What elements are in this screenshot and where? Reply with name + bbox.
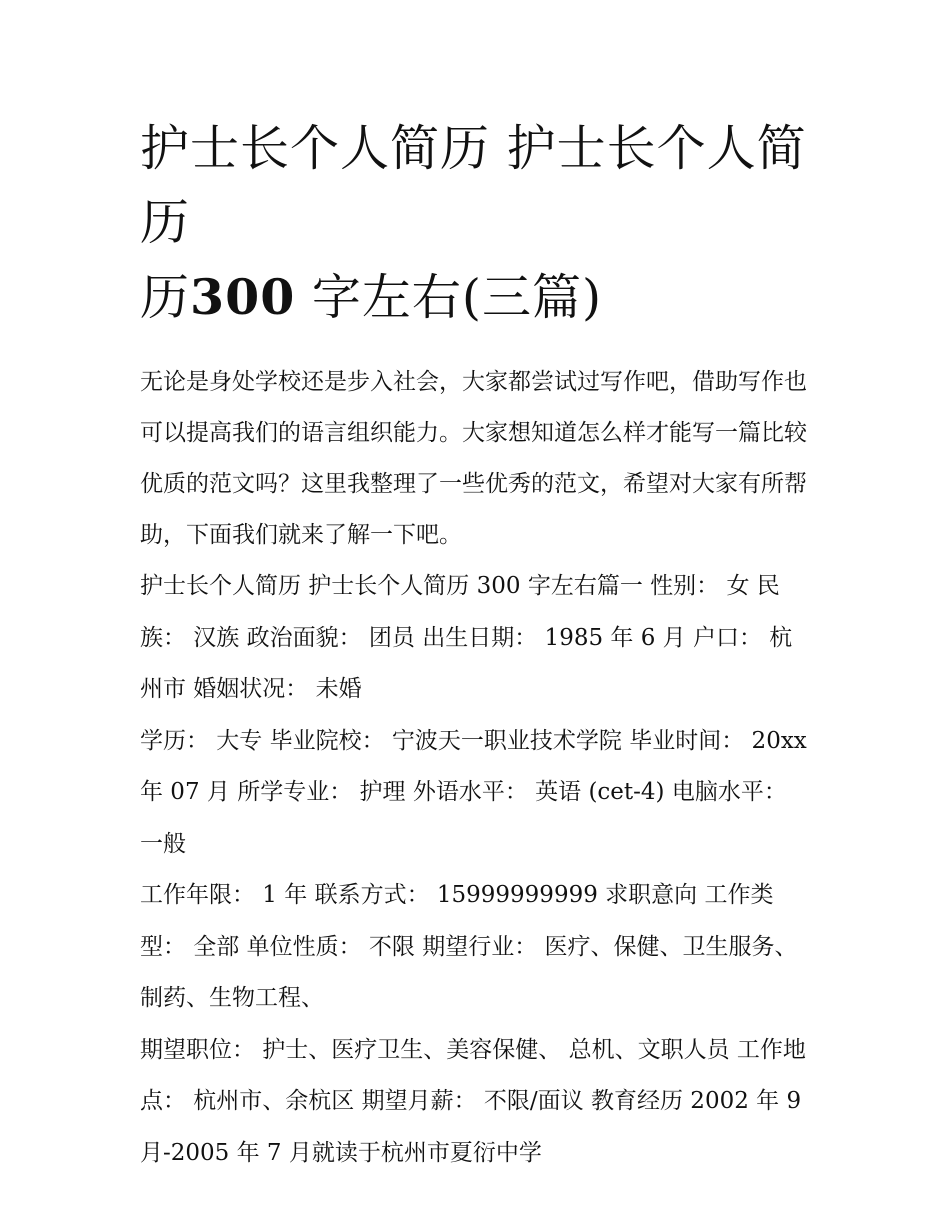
- title-part-1: 护士长个人简历 护士长个人简历: [140, 120, 807, 251]
- title-number: 300: [190, 268, 296, 326]
- document-title: [140, 112, 812, 335]
- resume-paragraph-job: 工作年限： 1 年 联系方式： 15999999999 求职意向 工作类型： 全部 单位性质： 不限 期望行业： 医疗、保健、卫生服务、制药、生物工程、: [140, 882, 798, 1011]
- resume-paragraph-education: 学历： 大专 毕业院校： 宁波天一职业技术学院 毕业时间： 20xx 年 07 月 所学专业： 护理 外语水平： 英语 (cet-4) 电脑水平： 一般: [140, 727, 807, 857]
- document-page: [140, 112, 812, 1179]
- intro-paragraph: 无论是身处学校还是步入社会，大家都尝试过写作吧，借助写作也可以提高我们的语言组织能力。大家想知道怎么样才能写一篇比较优质的范文吗？这里我整理了一些优秀的范文，希望对大家有所帮助，下面我们就来了解一下吧。: [140, 369, 807, 548]
- resume-paragraph-personal: 护士长个人简历 护士长个人简历 300 字左右篇一 性别： 女 民族： 汉族 政治面貌： 团员 出生日期： 1985 年 6 月 户口： 杭州市 婚姻状况： 未婚: [140, 573, 793, 702]
- resume-paragraph-expectation: 期望职位： 护士、医疗卫生、美容保健、 总机、文职人员 工作地点： 杭州市、余杭区 期望月薪： 不限/面议 教育经历 2002 年 9 月-2005 年 7 月就读于杭州市夏衍中学: [140, 1036, 806, 1166]
- title-part-2: 字左右(三篇): [295, 269, 603, 326]
- title-part-1b: 历: [140, 269, 191, 326]
